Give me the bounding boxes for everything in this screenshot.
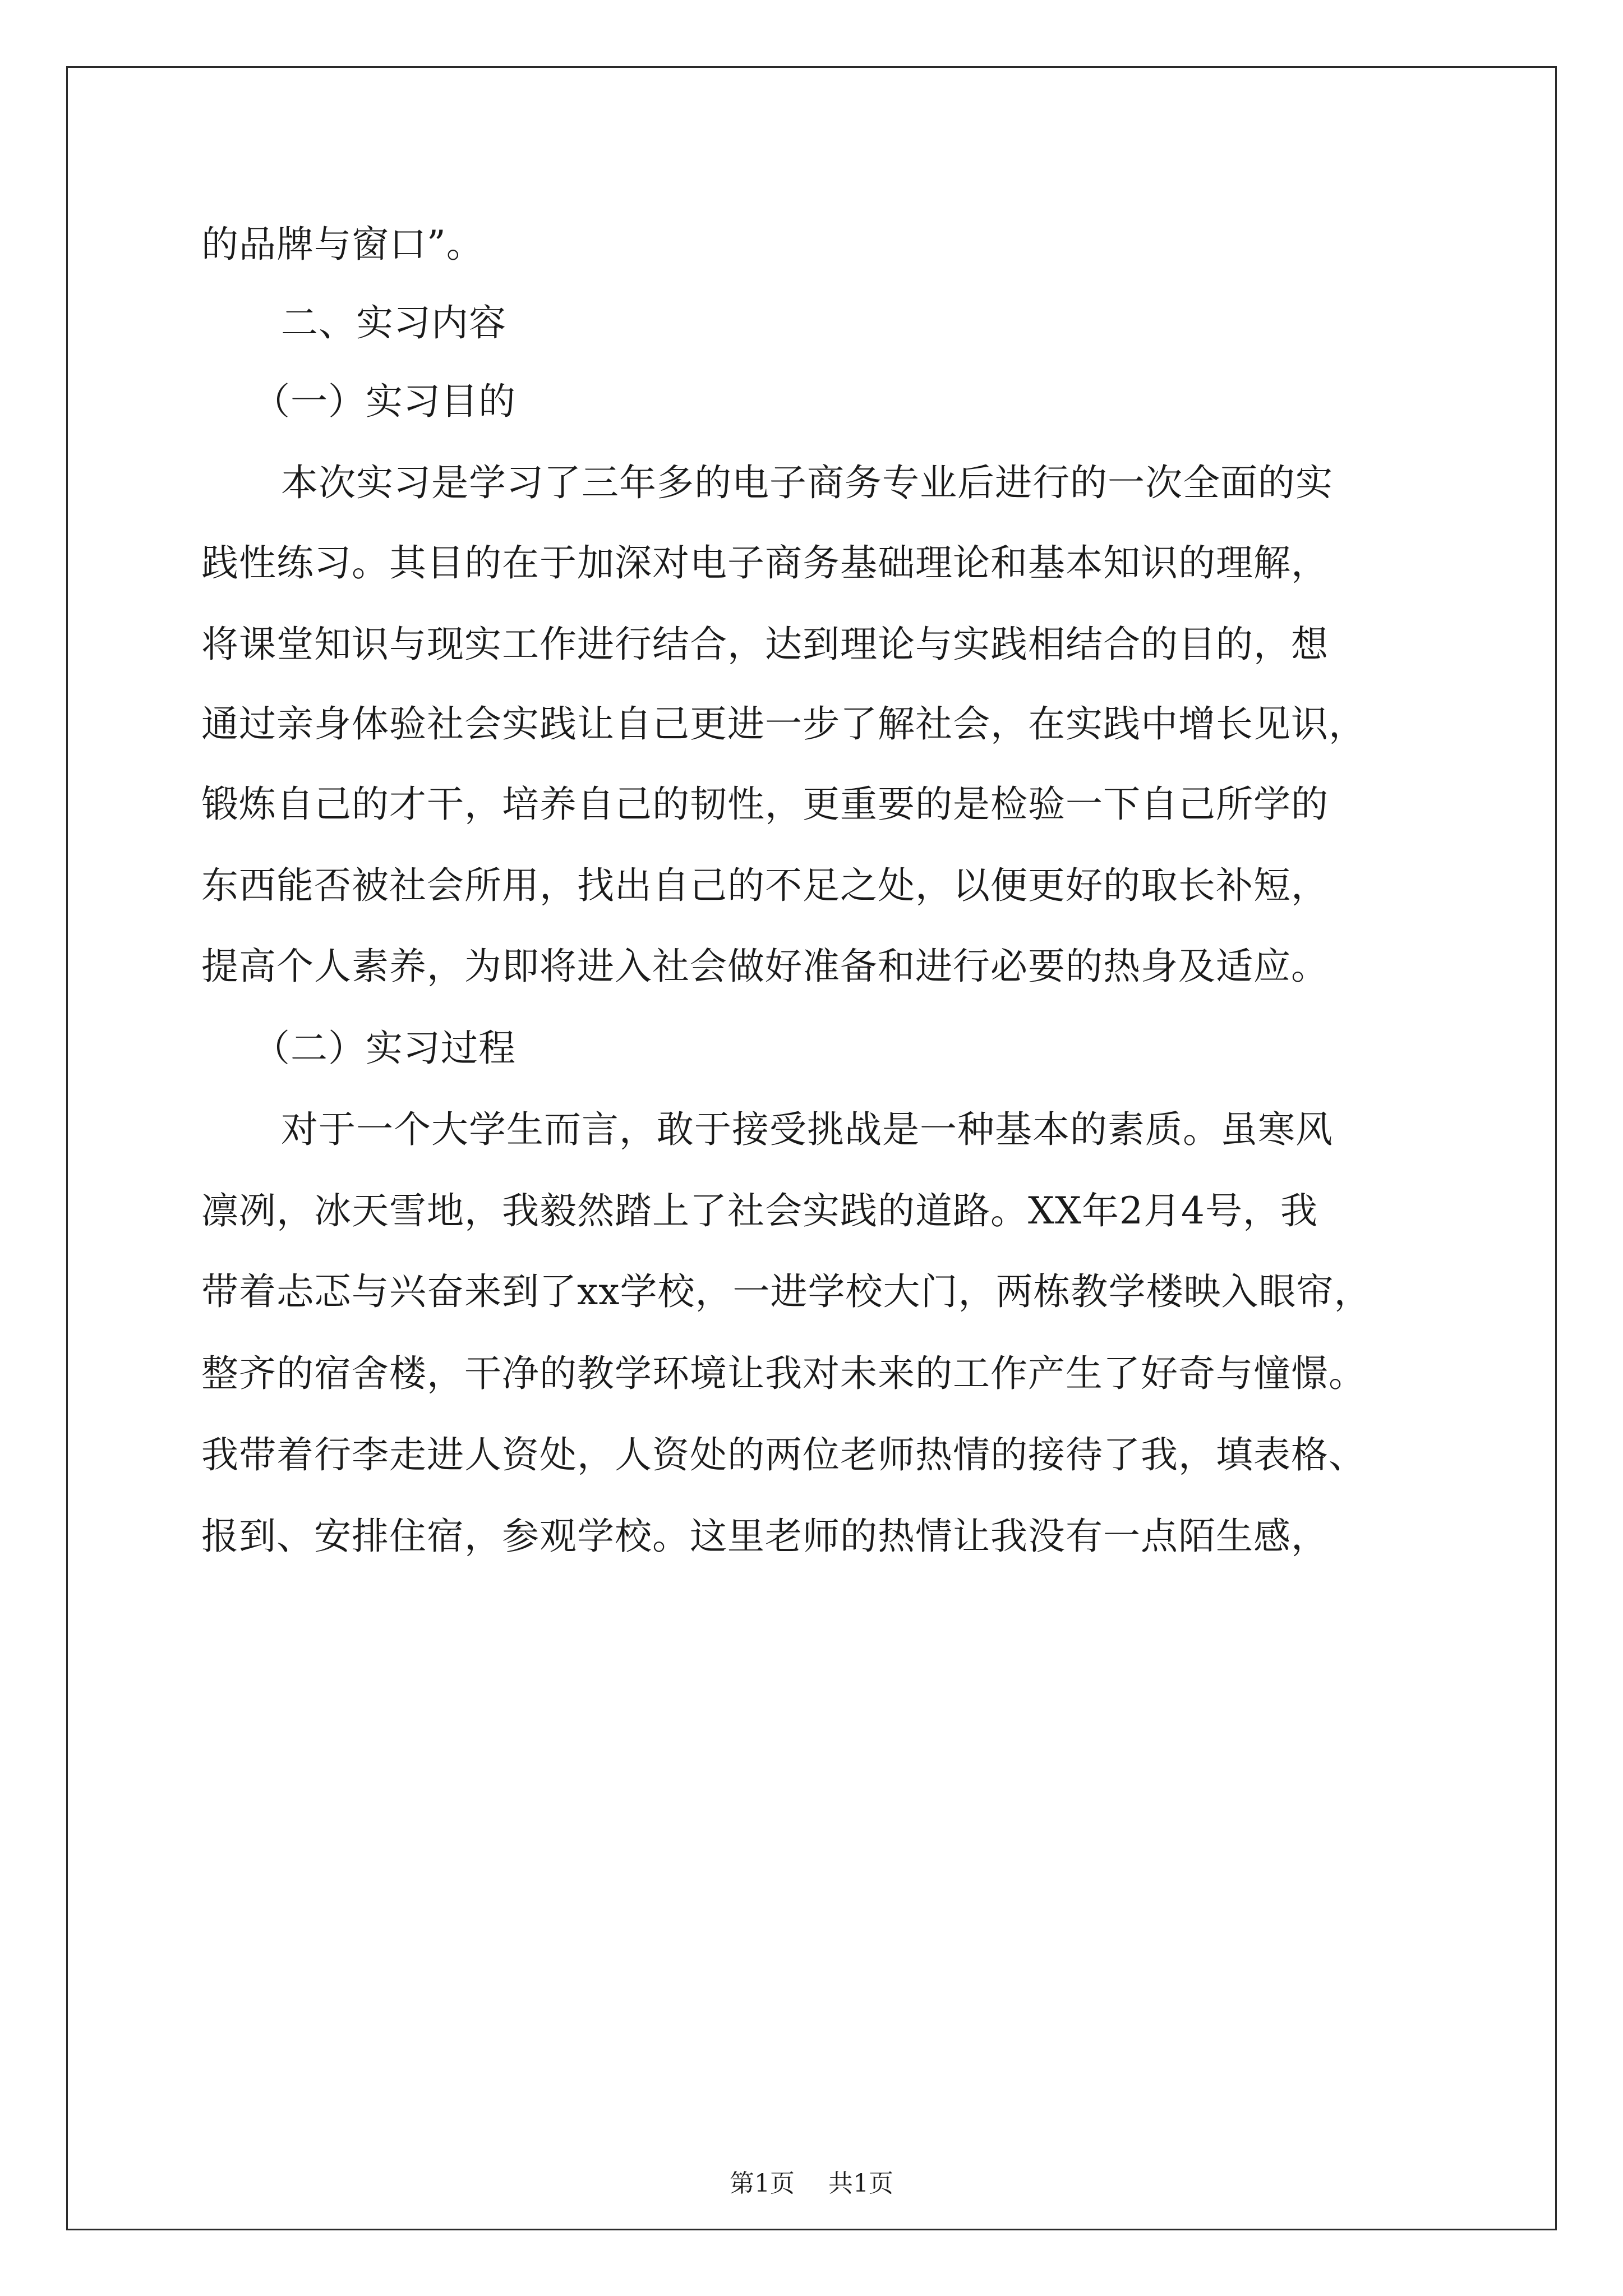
paragraph-line: 我带着行李走进人资处，人资处的两位老师热情的接待了我，填表格、 (201, 1433, 1366, 1476)
paragraph-line: 提高个人素养，为即将进入社会做好准备和进行必要的热身及适应。 (201, 945, 1329, 988)
paragraph-line: 本次实习是学习了三年多的电子商务专业后进行的一次全面的实 (281, 461, 1333, 504)
paragraph-line: 报到、安排住宿，参观学校。这里老师的热情让我没有一点陌生感， (201, 1515, 1329, 1558)
paragraph-line: 凛冽，冰天雪地，我毅然踏上了社会实践的道路。XX年2月4号，我 (201, 1189, 1318, 1232)
paragraph-line: 通过亲身体验社会实践让自己更进一步了解社会，在实践中增长见识， (201, 702, 1366, 746)
page-border (66, 66, 1557, 2230)
paragraph-line: 践性练习。其目的在于加深对电子商务基础理论和基本知识的理解， (201, 541, 1329, 585)
subsection-heading: （一）实习目的 (253, 380, 516, 423)
paragraph-line: 带着忐忑与兴奋来到了xx学校，一进学校大门，两栋教学楼映入眼帘， (201, 1270, 1372, 1313)
page-footer (68, 2168, 1555, 2200)
text-line: 的品牌与窗口”。 (201, 223, 484, 266)
paragraph-line: 锻炼自己的才干，培养自己的韧性，更重要的是检验一下自己所学的 (201, 783, 1329, 826)
subsection-heading: （二）实习过程 (253, 1027, 516, 1070)
paragraph-line: 将课堂知识与现实工作进行结合，达到理论与实践相结合的目的，想 (201, 623, 1329, 666)
paragraph-line: 东西能否被社会所用，找出自己的不足之处，以便更好的取长补短， (201, 864, 1329, 907)
section-heading: 二、实习内容 (281, 301, 506, 344)
page-total: 共1页 (828, 2169, 893, 2198)
paragraph-line: 对于一个大学生而言，敢于接受挑战是一种基本的素质。虽寒风 (281, 1108, 1333, 1151)
paragraph-line: 整齐的宿舍楼，干净的教学环境让我对未来的工作产生了好奇与憧憬。 (201, 1352, 1366, 1395)
page-number: 第1页 (730, 2169, 795, 2198)
